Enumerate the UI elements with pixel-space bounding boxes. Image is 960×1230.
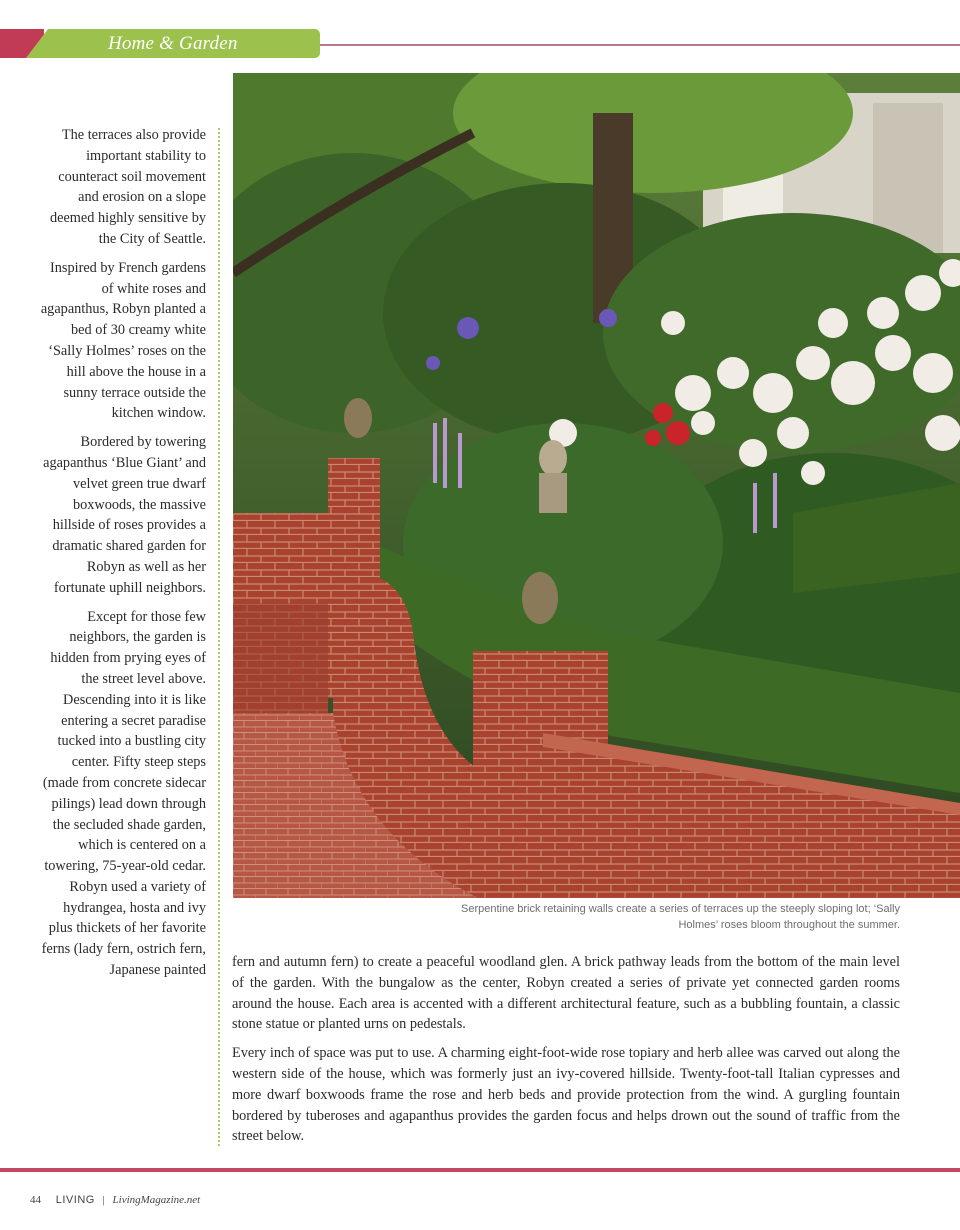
header-rule [320,44,960,46]
sidebar-paragraph: Bordered by towering agapanthus ‘Blue Giant’ and velvet green true dwarf boxwoods, the massive hillside of roses provides a dramatic shared garden for Robyn as well as her fortunate uphill neighbors. [43,434,206,596]
dotted-column-divider [218,128,220,1146]
footer [30,1191,200,1209]
body-paragraph: Every inch of space was put to use. A charming eight-foot-wide rose topiary and herb allee was carved out along the western side of the house, which was formerly just an ivy-covered hillside. Twenty-foot-tall Italian cypresses and more dwarf boxwoods frame the rose and herb beds and provide protection from the wind. A gurgling fountain bordered by tuberoses and agapanthus provides the garden focus and helps drown out the sound of traffic from the street below. [232,1045,900,1145]
body-column [232,952,900,1155]
garden-photo-illustration [233,73,960,898]
sidebar-paragraph: Except for those few neighbors, the garden is hidden from prying eyes of the street level above. Descending into it is like entering a secret paradise tucked into a bustling city center. Fifty steep steps (made from concrete sidecar pilings) lead down through the secluded shade garden, which is centered on a towering, 75-year-old cedar. Robyn used a variety of hydrangea, hosta and ivy plus thickets of her favorite ferns (lady fern, ostrich fern, Japanese painted [41,608,206,979]
body-paragraph: fern and autumn fern) to create a peaceful woodland glen. A brick pathway leads from the bottom of the main level of the garden. With the bungalow as the center, Robyn created a series of private yet connected garden rooms around the house. Each area is accented with a different architectural feature, such as a bubbling fountain, a classic stone statue or planted urns on pedestals. [232,954,900,1033]
sidebar-column [40,125,206,989]
page-number: 44 [30,1194,41,1206]
sidebar-paragraph: Inspired by French gardens of white roses and agapanthus, Robyn planted a bed of 30 creamy white ‘Sally Holmes’ roses on the hill above the house in a sunny terrace outside the kitchen window. [40,259,206,422]
sidebar-paragraph: The terraces also provide important stability to counteract soil movement and erosion on a slope deemed highly sensitive by the City of Seattle. [49,127,206,247]
magazine-brand: LIVING [55,1194,95,1206]
footer-rule [0,1168,960,1172]
footer-separator: | [102,1194,105,1206]
section-title: Home & Garden [108,33,238,54]
photo-caption: Serpentine brick retaining walls create a series of terraces up the steeply sloping lot; ‘Sally Holmes’ roses bloom throughout the summer. [460,903,900,931]
website-link[interactable]: LivingMagazine.net [112,1194,201,1206]
garden-photo [233,73,960,898]
